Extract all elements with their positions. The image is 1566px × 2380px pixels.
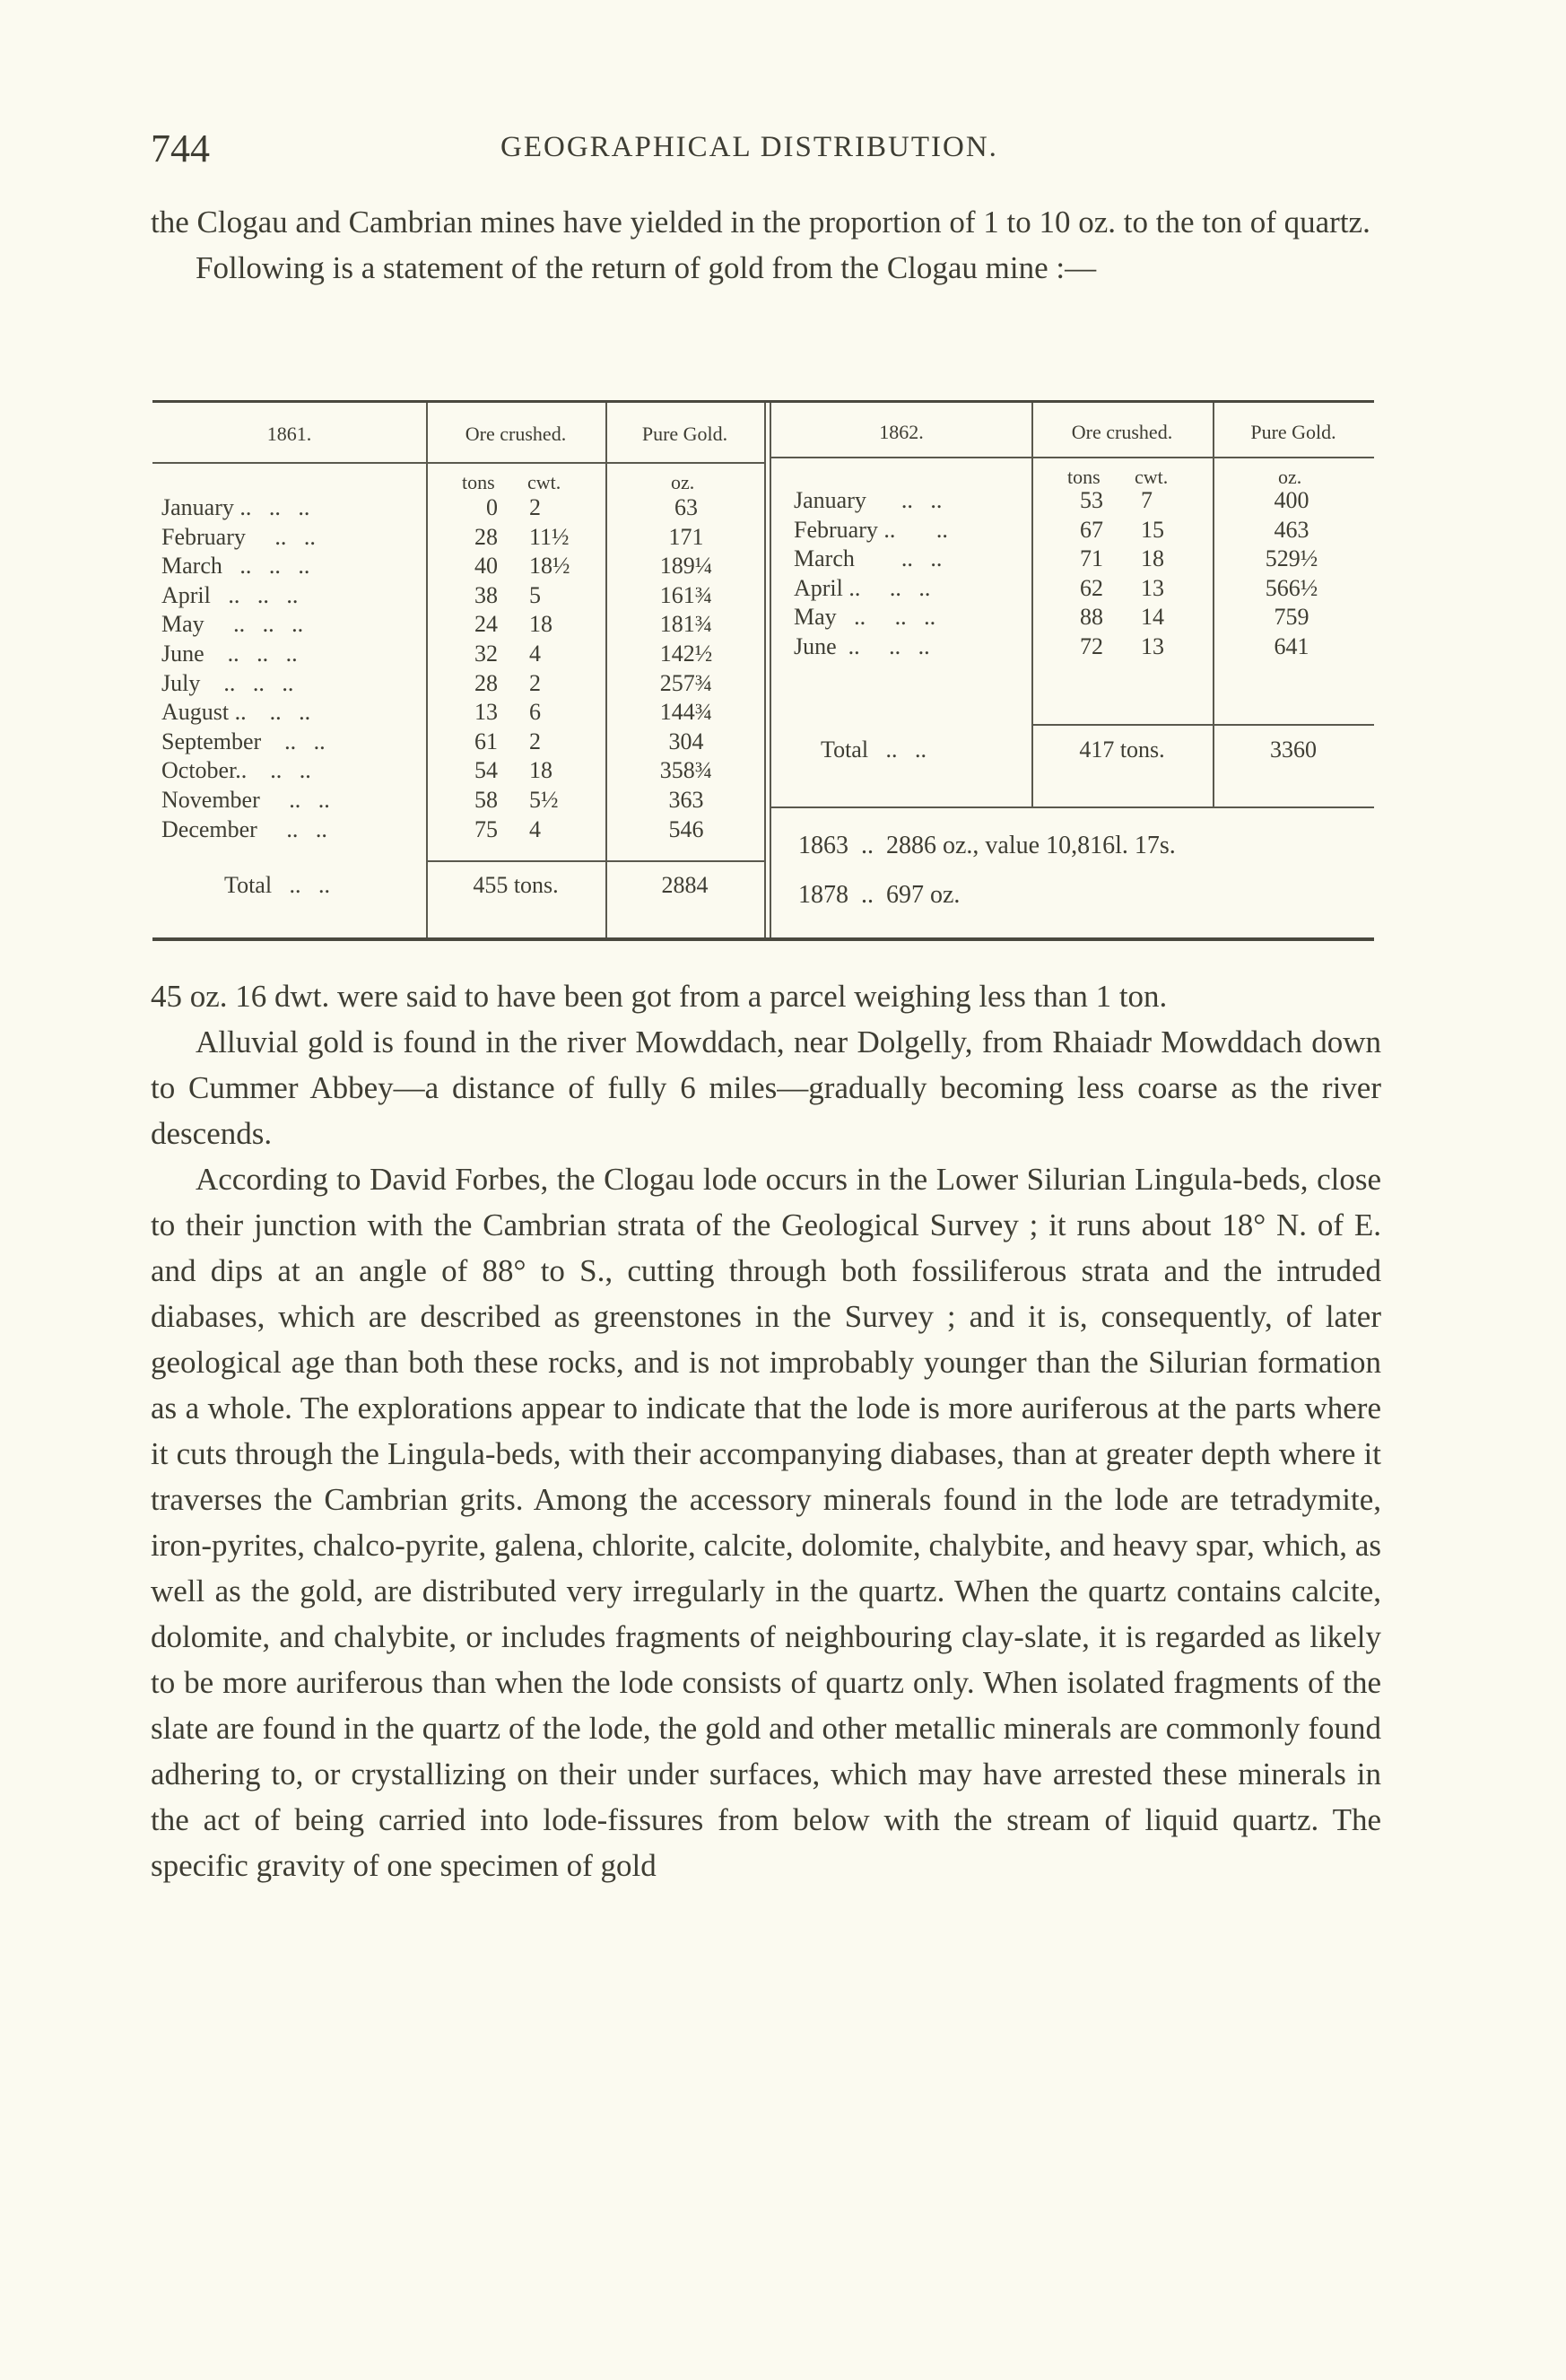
- oz-cell: 304: [668, 728, 704, 754]
- cwt-cell: 14: [1141, 604, 1164, 631]
- tons-cell: 28: [474, 523, 498, 550]
- table-row: [152, 553, 764, 582]
- cwt-cell: 13: [1141, 633, 1164, 659]
- paragraph: 45 oz. 16 dwt. were said to have been got from a parcel weighing less than 1 ton.: [151, 979, 1168, 1014]
- cwt-cell: 7: [1141, 487, 1153, 513]
- note-1863: 1863 .. 2886 oz., value 10,816l. 17s.: [798, 832, 1176, 859]
- tons-cell: 32: [474, 641, 498, 667]
- tons-cell: 24: [474, 611, 498, 638]
- cwt-cell: 18½: [529, 553, 570, 580]
- table-row: [152, 641, 764, 670]
- tons-cell: 53: [1080, 487, 1103, 513]
- unit-tons: tons: [462, 471, 495, 493]
- tons-cell: 38: [474, 581, 498, 608]
- cwt-cell: 18: [1141, 545, 1164, 572]
- body-text: [151, 973, 1381, 1888]
- table-row: [152, 611, 764, 641]
- oz-cell: 529½: [1265, 545, 1318, 572]
- tons-cell: 28: [474, 669, 498, 696]
- tons-cell: 75: [474, 815, 498, 842]
- cwt-cell: 18: [529, 611, 552, 638]
- month-cell: December .. ..: [161, 815, 327, 842]
- oz-cell: 161¾: [659, 581, 713, 608]
- table-row: [152, 816, 764, 846]
- tons-cell: 0: [486, 494, 498, 520]
- cwt-cell: 18: [529, 757, 552, 784]
- table-row: [152, 699, 764, 728]
- tons-cell: 54: [474, 757, 498, 784]
- oz-cell: 171: [668, 523, 704, 550]
- ore-crushed-header: Ore crushed.: [465, 423, 567, 445]
- oz-cell: 142½: [659, 641, 713, 667]
- month-cell: August .. .. ..: [161, 699, 311, 726]
- month-cell: September .. ..: [161, 728, 326, 754]
- table-row: [771, 545, 1374, 575]
- total-gold: 2884: [661, 872, 709, 898]
- table-row: [152, 494, 764, 524]
- tons-cell: 62: [1080, 574, 1103, 601]
- tons-cell: 71: [1080, 545, 1103, 572]
- table-row: [152, 757, 764, 787]
- cwt-cell: 5½: [529, 787, 559, 813]
- total-label: Total .. ..: [224, 872, 331, 898]
- intro-text: [151, 199, 1381, 291]
- ore-crushed-header: Ore crushed.: [1071, 421, 1173, 443]
- cwt-cell: 2: [529, 494, 541, 520]
- cwt-cell: 15: [1141, 516, 1164, 543]
- oz-cell: 358¾: [659, 757, 713, 784]
- month-cell: October.. .. ..: [161, 757, 311, 784]
- month-cell: February .. ..: [794, 516, 948, 543]
- gold-return-table: [152, 400, 1374, 941]
- total-gold: 3360: [1270, 737, 1317, 763]
- paragraph: the Clogau and Cambrian mines have yielded in the proportion of 1 to 10 oz. to the ton of quartz.: [151, 205, 1370, 240]
- year-header: 1862.: [879, 421, 924, 443]
- table-row: [771, 604, 1374, 633]
- month-cell: July .. .. ..: [161, 669, 294, 696]
- paragraph: Following is a statement of the return of gold from the Clogau mine :—: [196, 250, 1097, 285]
- month-cell: May .. .. ..: [161, 611, 304, 638]
- cwt-cell: 5: [529, 581, 541, 608]
- table-row: [152, 582, 764, 612]
- table-row: [771, 487, 1374, 517]
- tons-cell: 13: [474, 699, 498, 726]
- table-1862: [771, 403, 1374, 937]
- tons-cell: 88: [1080, 604, 1103, 631]
- oz-cell: 400: [1274, 487, 1309, 513]
- tons-cell: 40: [474, 553, 498, 580]
- cwt-cell: 2: [529, 669, 541, 696]
- month-cell: November .. ..: [161, 787, 330, 813]
- month-cell: April .. .. ..: [161, 581, 299, 608]
- oz-cell: 759: [1274, 604, 1309, 631]
- oz-cell: 144¾: [659, 699, 713, 726]
- month-cell: January .. ..: [794, 487, 943, 513]
- cwt-cell: 6: [529, 699, 541, 726]
- cwt-cell: 4: [529, 641, 541, 667]
- month-cell: June .. .. ..: [161, 641, 298, 667]
- month-cell: March .. ..: [794, 545, 943, 572]
- oz-cell: 463: [1274, 516, 1309, 543]
- month-cell: March .. .. ..: [161, 553, 310, 580]
- tons-cell: 67: [1080, 516, 1103, 543]
- page-header: [151, 126, 1381, 170]
- unit-tons: tons: [1067, 466, 1101, 488]
- oz-cell: 189¼: [659, 553, 713, 580]
- year-header: 1861.: [266, 423, 312, 445]
- cwt-cell: 11½: [529, 523, 570, 550]
- cwt-cell: 2: [529, 728, 541, 754]
- tons-cell: 72: [1080, 633, 1103, 659]
- cwt-cell: 13: [1141, 574, 1164, 601]
- pure-gold-header: Pure Gold.: [641, 423, 728, 445]
- oz-cell: 257¾: [659, 669, 713, 696]
- tons-cell: 58: [474, 787, 498, 813]
- month-cell: January .. .. ..: [161, 494, 310, 520]
- month-cell: May .. .. ..: [794, 604, 936, 631]
- table-row: [152, 524, 764, 554]
- unit-cwt: cwt.: [1135, 466, 1169, 488]
- oz-cell: 63: [674, 494, 698, 520]
- total-label: Total .. ..: [821, 737, 927, 763]
- paragraph: Alluvial gold is found in the river Mowddach, near Dolgelly, from Rhaiadr Mowddach down to Cummer Abbey—a distance of fully 6 miles—gradually becoming less coarse as the river descends.: [151, 1024, 1381, 1151]
- table-row: [771, 517, 1374, 546]
- table-row: [771, 575, 1374, 605]
- table-row: [152, 728, 764, 758]
- unit-cwt: cwt.: [527, 471, 561, 493]
- running-head: GEOGRAPHICAL DISTRIBUTION.: [500, 131, 998, 163]
- oz-cell: 641: [1274, 633, 1309, 659]
- month-cell: April .. .. ..: [794, 574, 931, 601]
- paragraph: According to David Forbes, the Clogau lode occurs in the Lower Silurian Lingula-beds, close to their junction with the Cambrian strata of the Geological Survey ; it runs about 18° N. of E. and dips at an angle of 88° to S., cutting through both fossiliferous strata and the intruded diabases, which are described as greenstones in the Survey ; and it is, consequently, of later geological age than both these rocks, and is not improbably younger than the Silurian formation as a whole. The explorations appear to indicate that the lode is more auriferous at the parts where it cuts through the Lingula-beds, with their accompanying diabases, than at greater depth where it traverses the Cambrian grits. Among the accessory minerals found in the lode are tetradymite, iron-pyrites, chalco-pyrite, galena, chlorite, calcite, dolomite, chalybite, and heavy spar, which, as well as the gold, are distributed very irregularly in the quartz. When the quartz contains calcite, dolomite, and chalybite, or includes fragments of neighbouring clay-slate, it is regarded as likely to be more auriferous than when the lode consists of quartz only. When isolated fragments of the slate are found in the quartz of the lode, the gold and other metallic minerals are commonly found adhering to, or crystallizing on their under surfaces, which may have arrested these minerals in the act of being carried into lode-fissures from below with the stream of liquid quartz. The specific gravity of one specimen of gold: [151, 1162, 1381, 1883]
- table-row: [152, 787, 764, 816]
- page-number: 744: [151, 126, 210, 170]
- unit-oz: oz.: [671, 471, 695, 493]
- tons-cell: 61: [474, 728, 498, 754]
- unit-oz: oz.: [1278, 466, 1302, 488]
- cwt-cell: 4: [529, 815, 541, 842]
- table-1861: [152, 403, 764, 937]
- month-cell: February .. ..: [161, 523, 316, 550]
- note-1878: 1878 .. 697 oz.: [798, 881, 961, 909]
- table-row: [771, 633, 1374, 663]
- table-row: [152, 670, 764, 700]
- oz-cell: 566½: [1265, 574, 1318, 601]
- oz-cell: 181¾: [659, 611, 713, 638]
- month-cell: June .. .. ..: [794, 633, 930, 659]
- pure-gold-header: Pure Gold.: [1250, 421, 1336, 443]
- total-ore: 455 tons.: [473, 872, 559, 898]
- total-ore: 417 tons.: [1079, 737, 1165, 763]
- oz-cell: 546: [668, 815, 704, 842]
- oz-cell: 363: [668, 787, 704, 813]
